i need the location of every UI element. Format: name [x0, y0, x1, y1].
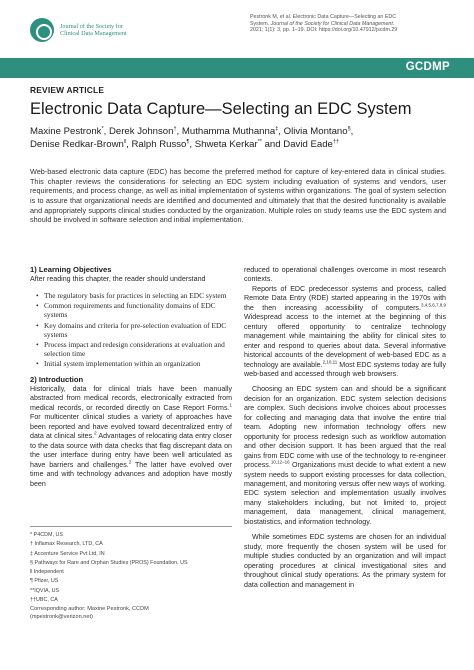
- author: Derek Johnson†,: [108, 125, 182, 137]
- journal-logo: [30, 14, 180, 46]
- list-item: • Process impact and redesign considerations at evaluation and selection time: [36, 340, 232, 358]
- banner-label: GCDMP: [405, 61, 450, 73]
- article-type: REVIEW ARTICLE: [30, 85, 105, 95]
- paragraph: Choosing an EDC system can and should be a significant decision for an organization. EDC system selection decisions are complex. Such decisions involve choices about processes for collecting and managing data that involve the entire trial team. Adopting new information technology offers new opportunity for process redesign such as workflow automation and other decision support. It has been argued that the real gains from EDC come with use of the technology to re-engineer process.$^{10,12-16}$ Organizations must decide to what extent a new system needs to support existing processes for data collection, management, and monitoring versus offer new ways of working. EDC system selection and implementation usually involves many stakeholders including, but not limited to, project management, data management, clinical management, biostatistics, and information technology.: [244, 385, 446, 526]
- footnote: † Inflamax Research, LTD, CA: [30, 541, 103, 548]
- footnote: **IQVIA, US: [30, 587, 60, 594]
- list-item: • Common requirements and functionality domains of EDC systems: [36, 301, 232, 319]
- section-heading: 1) Learning Objectives: [30, 265, 112, 274]
- article-title: Electronic Data Capture—Selecting an EDC System: [30, 100, 412, 118]
- footnote: * P4CDM, US: [30, 532, 63, 538]
- footnotes: [30, 526, 232, 621]
- paragraph: Historically, data for clinical trials have been manually abstracted from medical records, electronically extracted from medical records, or recorded directly on Case Report Forms.$^1$ For multicenter clinical studies a variety of approaches have been reported and have evolved toward decentralized entry of data at clinical sites.$^2$ Advantages of relocating data entry closer to the data source with data checks that flag discrepant data on the user interface during entry have been well articulated as have barriers and challenges.$^2$ The latter have evolved over time and with technology advances and adoption have mostly been: [30, 384, 232, 488]
- author: Maxine Pestronk*,: [30, 125, 109, 137]
- objectives-intro: After reading this chapter, the reader should understand: [30, 275, 206, 284]
- footnote: ‡ Accenture Service Pvt Ltd, IN: [30, 550, 105, 557]
- author: Shweta Kerkar** and: [194, 138, 284, 150]
- footnote: § Pathways for Rare and Orphan Studies (PROS) Foundation, US: [30, 559, 188, 566]
- section-banner: [0, 58, 474, 78]
- section-heading: 2) Introduction: [30, 374, 84, 384]
- paragraph: Reports of EDC predecessor systems and process, called Remote Data Entry (RDE) started appearing in the 1970s with the then increasing accessibility of computers.$^{3,4,5,6,7,8,9}$ Widespread access to the internet at the beginning of this century offered opportunity to centralize technology management while maintaining the ability for clinical sites to enter and respond to queries about data. Several informative historical accounts of the development of web-based EDC as a technology are available.$^{2,10,11}$ Most EDC systems today are fully web-based and accessed through web browsers.: [244, 284, 446, 378]
- footnote: ‖ Independent: [30, 569, 64, 576]
- author: David Eade††: [283, 138, 339, 150]
- author-list: [30, 126, 450, 151]
- author: Olivia Montano§,: [283, 125, 354, 137]
- corresponding-author: Corresponding author: Maxine Pestronk, CCDM: [30, 606, 149, 613]
- learning-objectives-list: [36, 291, 232, 369]
- footnote: ¶ Pfizer, US: [30, 578, 59, 585]
- list-item: • Initial system implementation within an organization: [36, 359, 232, 368]
- journal-logo-text: Journal of the Society for Clinical Data Management: [60, 22, 127, 37]
- list-item: • The regulatory basis for practices in selecting an EDC system: [36, 291, 232, 300]
- paragraph: reduced to operational challenges overcome in most research contexts.: [244, 266, 446, 284]
- author: Muthamma Muthanna‡,: [181, 125, 284, 137]
- footnote: ††UBC, CA: [30, 597, 58, 604]
- corresponding-email[interactable]: (mpestronk@verizon.net): [30, 614, 93, 621]
- author: Ralph Russo¶,: [131, 138, 195, 150]
- list-item: • Key domains and criteria for pre-selection evaluation of EDC systems: [36, 321, 232, 339]
- paragraph: While sometimes EDC systems are chosen for an individual study, more frequently the chosen system will be used for multiple studies conducted by an organization and will impact operating procedures at clinical investigational sites and throughout clinical study operations. As the primary system for data collection and management in: [244, 533, 446, 589]
- page-header: [0, 0, 474, 58]
- right-column: [244, 266, 446, 590]
- journal-logo-icon: [30, 18, 54, 42]
- abstract: Web-based electronic data capture (EDC) has become the preferred method for capture of key-entered data in clinical studies. This chapter reviews the considerations for selecting an EDC system including evaluation of systems and vendors, user requirements, and process change, as well as initial implementation of systems within organizations. The goal of system selection is to assure that organizational needs are identified and documented and ultimately that that the desired functionality is available and appropriately supports clinical studies conducted by the organization. Multiple roles on study teams use the EDC system and should be involved in software selection and initial implementation.: [30, 167, 446, 225]
- author: Denise Redkar-Brown‖,: [30, 138, 132, 150]
- left-column: [30, 265, 232, 489]
- citation: Pestronk M, et al. Electronic Data Capture—Selecting an EDC System. Journal of the Society for Clinical Data Management. 2021; 1(1): 3, pp. 1–19. DOI: https://doi.org/10.47912/jscdm.29: [250, 14, 398, 34]
